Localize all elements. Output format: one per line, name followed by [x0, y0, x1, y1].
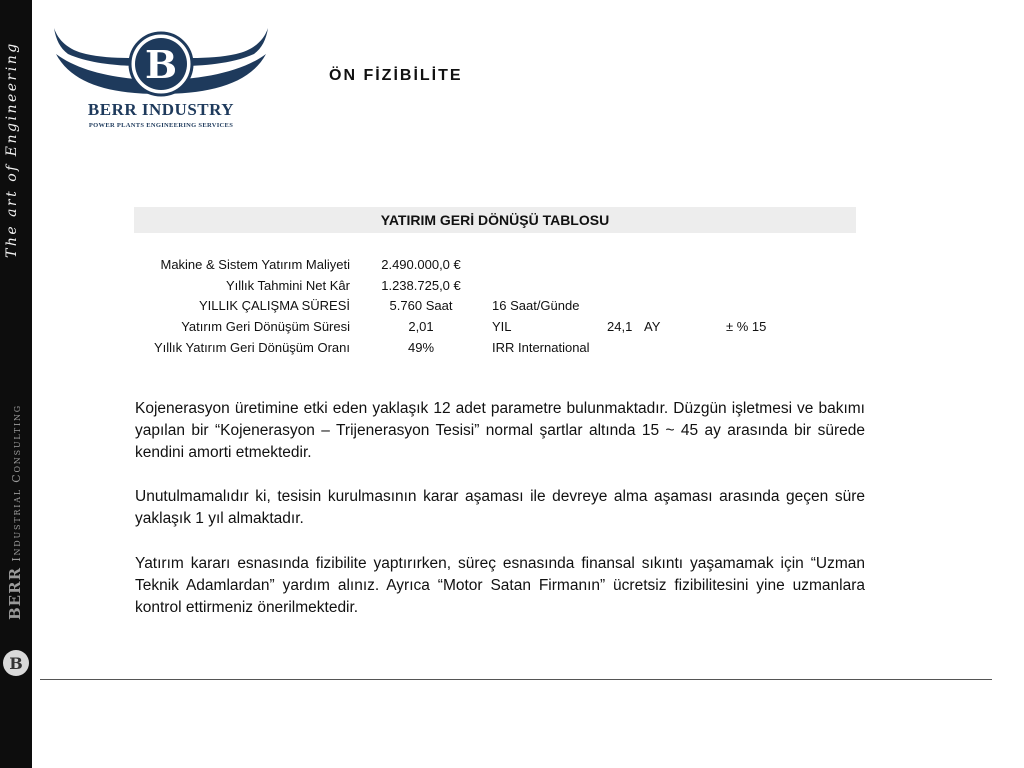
table-cell-label: Yıllık Tahmini Net Kâr [225, 277, 350, 293]
paragraph-2: Unutulmamalıdır ki, tesisin kurulmasının karar aşaması ile devreye alma aşaması arasında geçen süre yaklaşık 1 yıl almaktadır. [135, 488, 865, 527]
table-cell-unit [492, 254, 607, 275]
table-cell-tolerance [726, 337, 766, 358]
table-cell-months: 24,1 [607, 318, 633, 334]
table-cell-months [607, 337, 644, 358]
table-cell-months [607, 254, 644, 275]
table-row [134, 316, 766, 337]
table-cell-unit [492, 275, 607, 296]
table-cell-value: 2,01 [408, 318, 434, 334]
table-cell-value: 5.760 Saat [389, 298, 453, 314]
table-cell-value: 2.490.000,0 € [381, 256, 461, 272]
table-cell-label: Yatırım Geri Dönüşüm Süresi [181, 318, 350, 334]
table-cell-ay [644, 275, 726, 296]
paragraph-3: Yatırım kararı esnasında fizibilite yaptırırken, süreç esnasında finansal sıkıntı yaşamamak için “Uzman Teknik Adamlardan” yardım alınız. Ayrıca “Motor Satan Firmanın” ücretsiz fizibilitesini yine uzmanlara kontrol ettirmeniz önerilmektedir. [135, 555, 865, 616]
table-cell-unit: YIL [492, 318, 512, 334]
logo-company-name: BERR INDUSTRY [87, 100, 235, 119]
table-cell-unit: 16 Saat/Günde [492, 298, 580, 314]
table-cell-tolerance [726, 275, 766, 296]
table-cell-ay [644, 337, 726, 358]
table-cell-unit: IRR International [492, 339, 590, 355]
table-row [134, 337, 766, 358]
table-title: YATIRIM GERİ DÖNÜŞÜ TABLOSU [134, 207, 856, 233]
table-row [134, 295, 766, 316]
table-cell-months [607, 295, 644, 316]
sidebar-logo-icon: B [3, 650, 29, 676]
table-cell-label: YILLIK ÇALIŞMA SÜRESİ [198, 298, 350, 314]
table-cell-ay [644, 254, 726, 275]
paragraph-1: Kojenerasyon üretimine etki eden yaklaşık 12 adet parametre bulunmaktadır. Düzgün işletmesi ve bakımı yapılan bir “Kojenerasyon – Trijenerasyon Tesisi” normal şartlar altında 15 ~ 45 ay arasında bir sürede kendini amorti etmektedir. [135, 400, 865, 461]
table-cell-label: Makine & Sistem Yatırım Maliyeti [160, 256, 350, 272]
table-cell-ay [644, 295, 726, 316]
table-cell-ay: AY [644, 318, 661, 334]
table-cell-value: 1.238.725,0 € [381, 277, 461, 293]
logo-letter: B [144, 42, 178, 87]
table-cell-label: Yıllık Yatırım Geri Dönüşüm Oranı [153, 339, 350, 355]
table-row [134, 254, 766, 275]
page-title: ÖN FİZİBİLİTE [329, 67, 463, 84]
investment-return-table [134, 254, 766, 357]
sidebar-brand-bold: BERR [6, 566, 24, 620]
footer-divider [40, 679, 992, 680]
sidebar-brand [6, 404, 24, 620]
table-row [134, 275, 766, 296]
table-cell-value: 49% [407, 339, 435, 355]
table-cell-tolerance [726, 295, 766, 316]
sidebar-tagline: The art of Engineering [4, 41, 20, 258]
sidebar-brand-rest: Industrial Consulting [10, 404, 23, 562]
table-cell-tolerance: ± % 15 [726, 318, 767, 334]
logo-subtitle: POWER PLANTS ENGINEERING SERVICES [88, 122, 234, 129]
table-cell-months [607, 275, 644, 296]
left-sidebar [0, 0, 32, 768]
table-cell-tolerance [726, 254, 766, 275]
